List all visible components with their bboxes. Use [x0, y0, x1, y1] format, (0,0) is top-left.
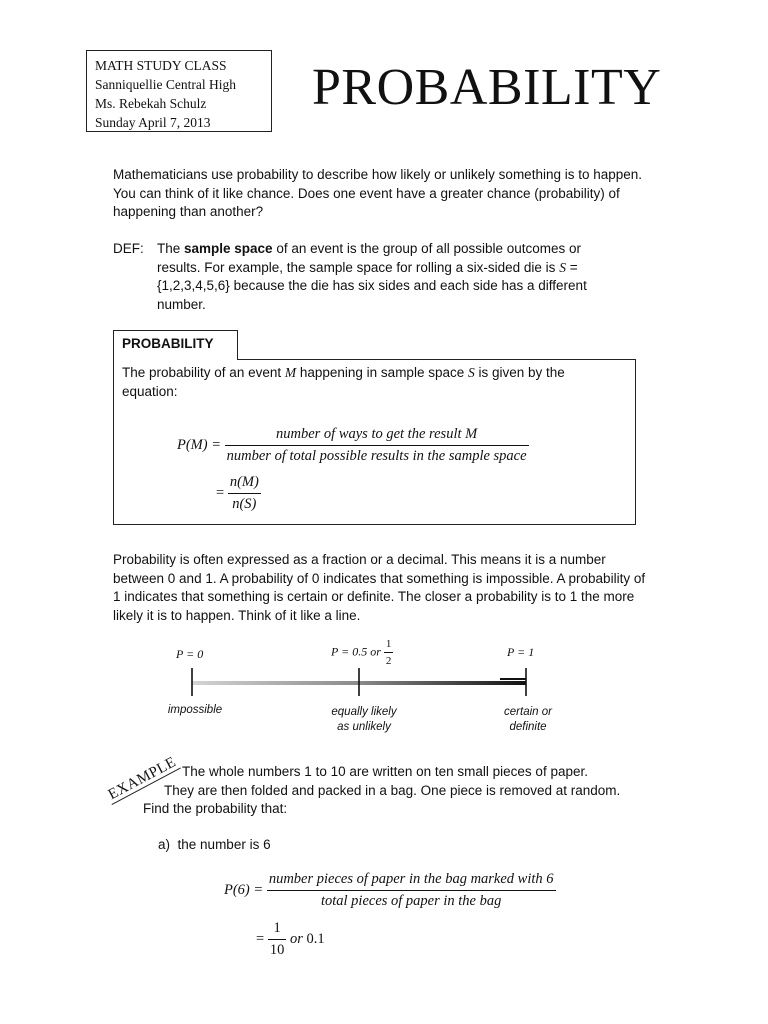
p6-answer — [256, 920, 325, 959]
probability-description: Probability is often expressed as a fraction or a decimal. This means it is a number between 0 and 1. A probability of 0 indicates that something is impossible. A probability of 1 indicates that something is certain or definite. The closer a probability is to 1 the more likely it is to happen. Think of it like a line. — [113, 552, 646, 623]
p6-equation — [224, 871, 556, 910]
p6-answer-eq: = — [256, 930, 265, 947]
caption-impossible: impossible — [167, 704, 223, 716]
definition-post: of an event is the group of all possible outcomes or results. For example, the sample space for rolling a six-sided die is — [157, 241, 582, 275]
prob-text-mid: happening in sample space — [296, 365, 468, 380]
definition-tail: because the die has six sides and each side has a different number. — [157, 278, 587, 312]
space-variable: S — [467, 365, 475, 380]
definition-label: DEF: — [113, 241, 144, 256]
set-variable: S — [559, 259, 566, 275]
pm-fraction — [225, 426, 529, 465]
set-equation: = {1,2,3,4,5,6} — [157, 259, 578, 293]
caption-certain-line2: definite — [509, 721, 547, 733]
header-info-box — [86, 50, 272, 132]
pm-numerator: number of ways to get the result M — [225, 426, 529, 446]
prob-text-post: is given by the equation: — [122, 365, 565, 399]
school-name: Sanniquellie Central High — [95, 77, 236, 92]
p6-answer-numerator: 1 — [268, 920, 287, 940]
example-line-2: They are then folded and packed in a bag. One piece is removed at random. — [164, 782, 621, 798]
p-one-label: P = 1 — [507, 645, 535, 659]
p-zero-label: P = 0 — [176, 647, 204, 661]
definition-pre: The — [157, 241, 185, 256]
class-date: Sunday April 7, 2013 — [95, 115, 211, 130]
example-stamp: EXAMPLE — [104, 753, 181, 805]
pm-lhs: P(M) = — [177, 436, 222, 453]
probability-box-tab: PROBABILITY — [113, 330, 238, 360]
page-title: PROBABILITY — [312, 59, 662, 116]
half-fraction — [384, 638, 394, 667]
example-text — [143, 763, 663, 819]
pm2-denominator: n(S) — [232, 496, 257, 512]
pm-denominator: number of total possible results in the sample space — [226, 448, 527, 464]
caption-certain-line1: certain or — [504, 706, 552, 718]
definition-term: sample space — [184, 241, 273, 256]
caption-equally-line1: equally likely — [331, 706, 397, 718]
example-line-3: Find the probability that: — [143, 801, 288, 816]
teacher-name: Ms. Rebekah Schulz — [95, 96, 207, 111]
caption-certain — [492, 705, 564, 735]
p6-fraction — [267, 871, 556, 910]
part-a-text: the number is 6 — [177, 837, 271, 852]
half-denominator: 2 — [385, 655, 392, 667]
pm2-numerator: n(M) — [228, 474, 261, 494]
p6-answer-fraction — [268, 920, 287, 959]
caption-equally-likely — [318, 705, 410, 735]
p6-lhs: P(6) = — [224, 881, 264, 898]
caption-equally-line2: as unlikely — [337, 721, 391, 733]
p-half-label — [331, 638, 393, 667]
p6-answer-or: or — [289, 930, 303, 947]
intro-paragraph: Mathematicians use probability to describe how likely or unlikely something is to happen. You can think of it like chance. Does one event have a greater chance (probability) of happening than another? — [113, 167, 643, 219]
definition-text — [157, 240, 595, 314]
example-part-a — [158, 836, 271, 855]
p6-answer-denominator: 10 — [269, 942, 285, 958]
class-name: MATH STUDY CLASS — [95, 58, 227, 73]
half-numerator: 1 — [384, 638, 394, 653]
event-variable: M — [284, 365, 297, 380]
probability-equation — [177, 426, 529, 465]
pm2-fraction — [228, 474, 261, 513]
p6-denominator: total pieces of paper in the bag — [320, 893, 502, 909]
pm2-lhs: = — [216, 484, 225, 501]
part-a-label: a) — [158, 837, 171, 852]
probability-equation-short — [216, 474, 261, 513]
p-half-text: P = 0.5 or — [331, 644, 381, 659]
prob-text-pre: The probability of an event — [122, 365, 285, 380]
example-line-1: The whole numbers 1 to 10 are written on ten small pieces of paper. — [182, 764, 588, 779]
p6-answer-decimal: 0.1 — [306, 930, 325, 947]
probability-box-text — [122, 364, 622, 401]
p6-numerator: number pieces of paper in the bag marked with 6 — [267, 871, 556, 891]
